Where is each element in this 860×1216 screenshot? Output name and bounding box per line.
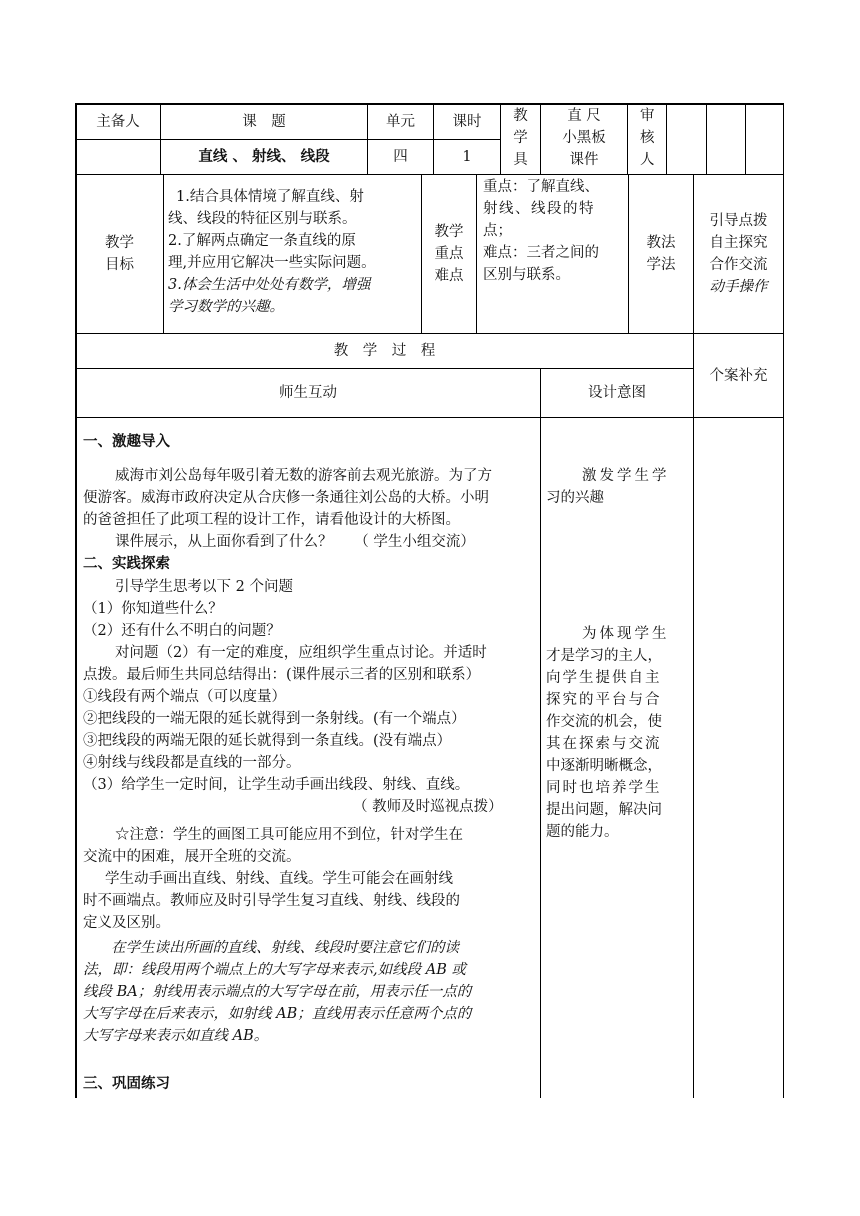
rule [627,103,628,175]
aids-value: 直 尺 小黑板 课件 [562,108,606,168]
preparer-label: 主备人 [96,114,140,130]
process-title: 教 学 过 程 [333,343,436,359]
rule [75,417,784,418]
intent-2: 为体现学生 才是学习的主人， 向学生提供自主 探究的平台与合 作交流的机会，使 其在探索与交流 中逐渐明晰概念， 同时也培养学生 提出问题，解决问 题的能力。 [546,626,670,840]
rule [540,368,541,1098]
rule [75,103,784,105]
note-text: ☆注意：学生的画图工具可能应用不到位，针对学生在 交流中的困难，展开全班的交流。 学生动手画出直线、射线、直线。学生可能会在画射线 时不画端点。教师应及时引导学生复习直线、射线、线段的 定义及区别。 [83,827,463,931]
rule [476,174,477,334]
section-2-text: 引导学生思考以下 2 个问题 （1）你知道些什么？ （2）还有什么不明白的问题？ 对问题（2）有一定的难度，应组织学生重点讨论。并适时 点拨。最后师生共同总结得出：(课件展示三者的区别和联系） ①线段有两个端点（可以度量） ②把线段的一端无限的延长就得到一条射线。(有一个端点） ③把线段的两端无限的延长就得到一条直线。(没有端点） ④射线与线段都是直线的一部分。 （3）给学生一定时间，让学生动手画出线段、射线、直线。 （ 教师及时巡视点拨） [83,579,503,815]
unit-value: 四 [393,149,408,165]
goals-label: 教学 目标 [105,235,134,273]
rule [666,103,667,175]
unit-label: 单元 [386,114,415,130]
rule [75,333,784,334]
section-1-text: 威海市刘公岛每年吸引着无数的游客前去观光旅游。为了方 便游客。威海市政府决定从合庆修一条通往刘公岛的大桥。小明 的爸爸担任了此项工程的设计工作，请看他设计的大桥图。 课件展示，从上面你看到了什么？ （ 学生小组交流） [83,468,492,550]
method-text: 引导点拨 自主探究 合作交流 动手操作 [709,213,768,295]
rule [75,174,784,175]
rule [163,174,164,334]
rule [75,368,693,369]
rule [75,139,501,140]
section-1-heading: 一、激趣导入 [83,434,170,450]
rule [783,103,784,1098]
topic-value: 直线 、 射线、 线段 [198,149,330,165]
intent-1: 激发学生学 习的兴趣 [546,468,670,506]
rule [706,103,707,175]
section-3-heading: 三、巩固练习 [83,1076,170,1092]
reading-note-text: 在学生读出所画的直线、射线、线段时要注意它们的读 法，即：线段用两个端点上的大写字母来表示,如线段 AB 或 线段 BA；射线用表示端点的大写字母在前，用表示任一点的 大写字母在后来表示，如射线 AB；直线用表示任意两个点的 大写字母来表示如直线 AB。 [83,940,472,1044]
method-label: 教法 学法 [646,235,676,273]
period-label: 课时 [452,114,482,130]
key-points-label: 教学 重点 难点 [434,224,464,284]
key-points-text: 重点：了解直线、 射线、线段的特 点； 难点：三者之间的 区别与联系。 [483,179,599,283]
period-value: 1 [462,149,472,165]
topic-label: 课 题 [242,114,286,130]
goals-text: 1.结合具体情境了解直线、射 线、线段的特征区别与联系。 2.了解两点确定一条直线的原 理,并应用它解决一些实际问题。 3.体会生活中处处有数学，增强 学习数学的兴趣。 [168,189,376,315]
col-interaction-header: 师生互动 [279,385,337,401]
rule [745,103,746,175]
col-intent-header: 设计意图 [588,385,646,401]
review-label: 审 核 人 [640,108,655,168]
col-supplement-header: 个案补充 [709,368,768,384]
section-2-heading: 二、实践探索 [83,556,170,572]
rule [693,333,694,1098]
aids-label: 教 学 具 [513,108,528,168]
